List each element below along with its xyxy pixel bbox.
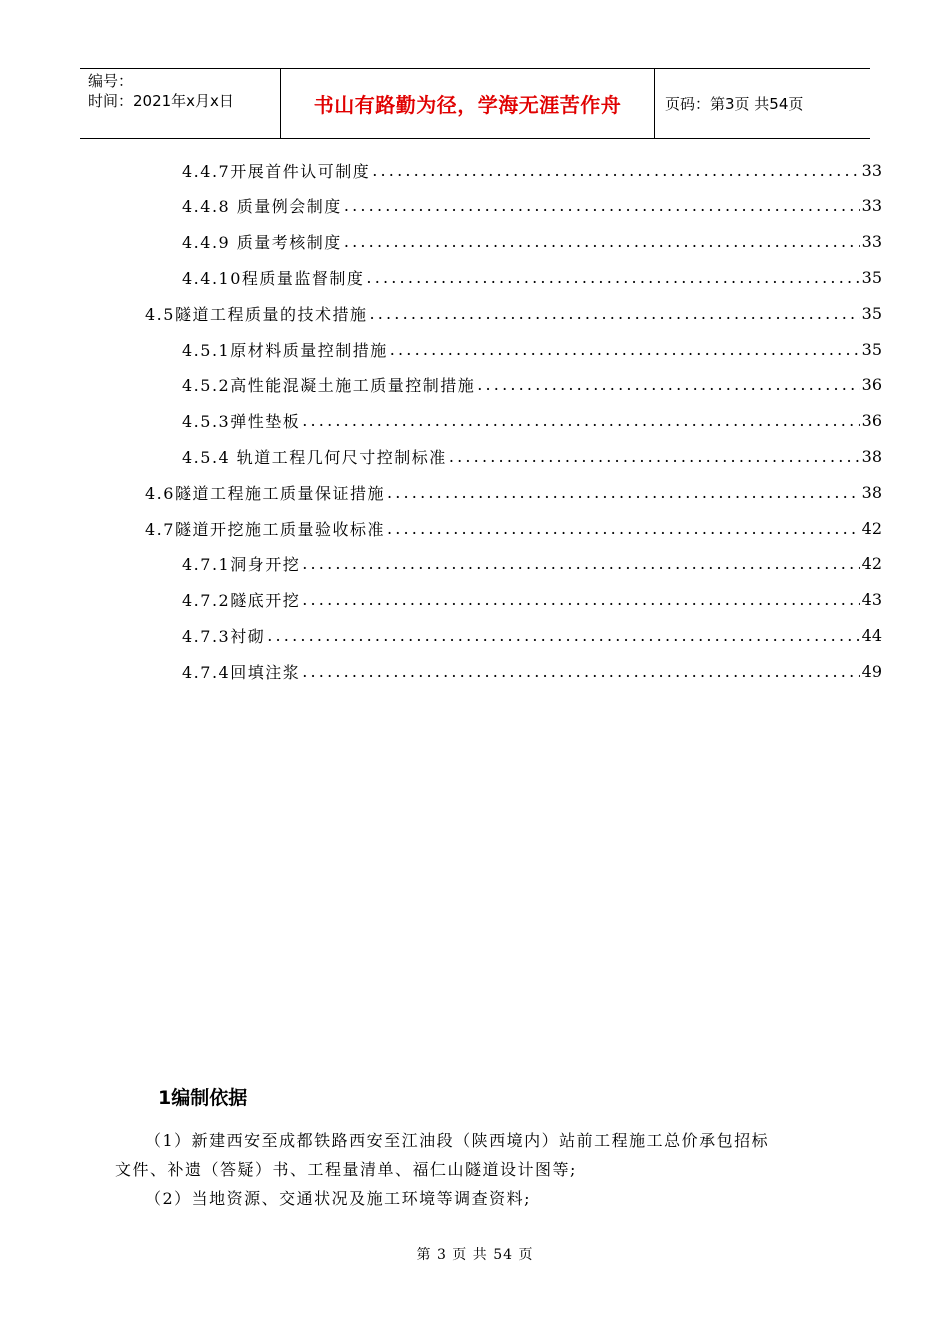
code-label: 编号： bbox=[88, 72, 134, 90]
toc-leader-dots bbox=[344, 196, 860, 215]
toc-entry-title: 4.7.3衬砌 bbox=[182, 626, 266, 646]
toc-leader-dots bbox=[390, 340, 860, 359]
toc-leader-dots bbox=[302, 590, 859, 609]
toc-entry-page: 42 bbox=[861, 554, 882, 574]
page-footer: 第 3 页 共 54 页 bbox=[416, 1247, 534, 1263]
toc-entry[interactable] bbox=[182, 442, 882, 470]
section-heading: 1编制依据 bbox=[158, 1087, 248, 1109]
header-motto: 书山有路勤为径，学海无涯苦作舟 bbox=[281, 69, 655, 138]
toc-entry[interactable] bbox=[145, 478, 882, 506]
toc-entry[interactable] bbox=[182, 192, 882, 220]
toc-leader-dots bbox=[369, 304, 859, 323]
toc-entry[interactable] bbox=[182, 621, 882, 649]
toc-entry-title: 4.7.1洞身开挖 bbox=[182, 555, 301, 575]
toc-entry-page: 35 bbox=[861, 339, 882, 359]
toc-entry-title: 4.7.2隧底开挖 bbox=[182, 591, 301, 611]
header-meta bbox=[80, 69, 281, 138]
toc-entry[interactable] bbox=[182, 263, 882, 291]
time-label: 时间：2021年x月x日 bbox=[88, 92, 234, 110]
toc-entry-page: 38 bbox=[861, 446, 882, 466]
toc-entry-title: 4.4.9 质量考核制度 bbox=[182, 233, 342, 253]
toc-entry-page: 36 bbox=[861, 375, 882, 395]
toc-entry-title: 4.6隧道工程施工质量保证措施 bbox=[145, 483, 385, 503]
toc-entry-page: 36 bbox=[861, 411, 882, 431]
toc-entry[interactable] bbox=[182, 335, 882, 363]
toc-entry-title: 4.5隧道工程质量的技术措施 bbox=[145, 304, 368, 324]
paragraph-1-line-1: （1）新建西安至成都铁路西安至江油段（陕西境内）站前工程施工总价承包招标 bbox=[145, 1131, 770, 1150]
toc-entry-page: 33 bbox=[861, 160, 882, 180]
toc-entry-title: 4.5.1原材料质量控制措施 bbox=[182, 340, 388, 360]
toc-leader-dots bbox=[372, 161, 859, 180]
toc-leader-dots bbox=[302, 662, 859, 681]
toc-entry-title: 4.5.3弹性垫板 bbox=[182, 412, 301, 432]
toc-entry-title: 4.4.7开展首件认可制度 bbox=[182, 161, 371, 181]
toc-leader-dots bbox=[449, 447, 860, 466]
toc-leader-dots bbox=[387, 483, 860, 502]
toc-leader-dots bbox=[387, 519, 860, 538]
toc-leader-dots bbox=[366, 268, 859, 287]
paragraph-2: （2）当地资源、交通状况及施工环境等调查资料; bbox=[145, 1189, 532, 1208]
toc-entry-page: 35 bbox=[861, 267, 882, 287]
toc-entry[interactable] bbox=[145, 514, 882, 542]
header-page-info: 页码：第3页 共54页 bbox=[665, 95, 804, 113]
toc-entry[interactable] bbox=[182, 156, 882, 184]
toc-entry[interactable] bbox=[182, 371, 882, 399]
page-header bbox=[80, 68, 870, 139]
toc-entry[interactable] bbox=[182, 586, 882, 614]
toc-entry-title: 4.7.4回填注浆 bbox=[182, 662, 301, 682]
toc-entry-title: 4.7隧道开挖施工质量验收标准 bbox=[145, 519, 385, 539]
toc-entry-page: 38 bbox=[861, 482, 882, 502]
toc-leader-dots bbox=[267, 626, 859, 645]
toc-entry[interactable] bbox=[145, 299, 882, 327]
toc-entry-title: 4.5.2高性能混凝土施工质量控制措施 bbox=[182, 376, 476, 396]
toc-entry[interactable] bbox=[182, 657, 882, 685]
toc-entry-page: 33 bbox=[861, 232, 882, 252]
toc-leader-dots bbox=[477, 375, 859, 394]
toc-entry-page: 42 bbox=[861, 518, 882, 538]
toc-entry-page: 49 bbox=[861, 661, 882, 681]
toc-entry-page: 43 bbox=[861, 590, 882, 610]
paragraph-1-line-2: 文件、补遗（答疑）书、工程量清单、福仁山隧道设计图等; bbox=[115, 1160, 577, 1179]
toc-entry[interactable] bbox=[182, 228, 882, 256]
toc-entry-page: 35 bbox=[861, 303, 882, 323]
toc-entry[interactable] bbox=[182, 407, 882, 435]
toc-entry-title: 4.4.10程质量监督制度 bbox=[182, 268, 365, 288]
toc-entry-page: 33 bbox=[861, 196, 882, 216]
toc-entry-title: 4.4.8 质量例会制度 bbox=[182, 197, 342, 217]
toc-leader-dots bbox=[302, 554, 859, 573]
toc-entry[interactable] bbox=[182, 550, 882, 578]
toc-entry-page: 44 bbox=[861, 625, 882, 645]
toc-leader-dots bbox=[302, 411, 859, 430]
toc-leader-dots bbox=[344, 232, 860, 251]
toc-entry-title: 4.5.4 轨道工程几何尺寸控制标准 bbox=[182, 447, 447, 467]
